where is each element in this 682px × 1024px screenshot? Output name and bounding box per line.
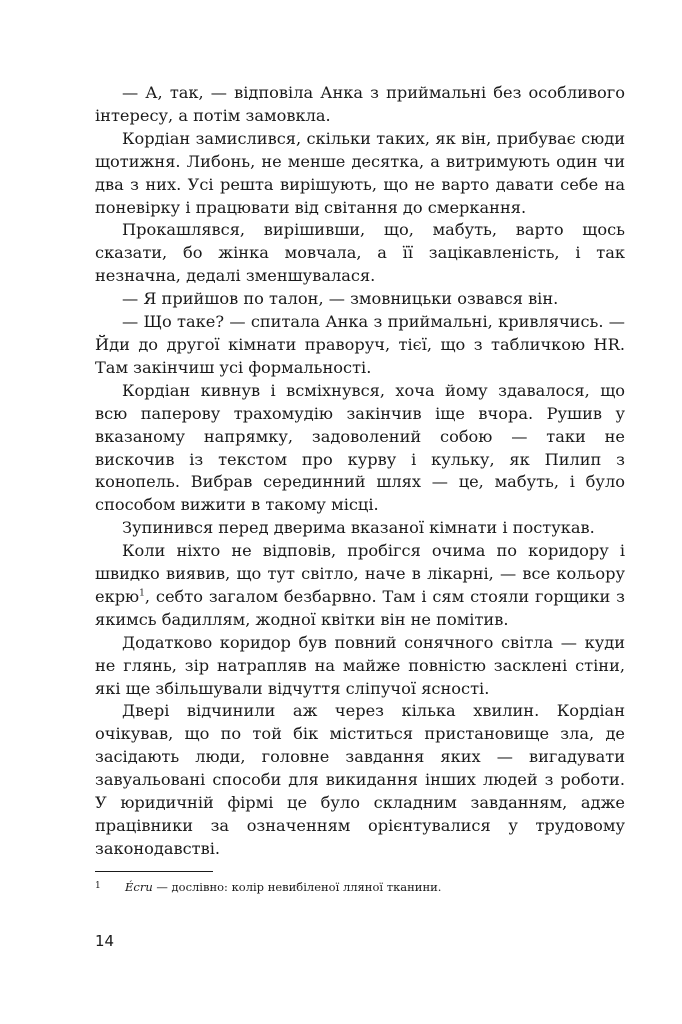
paragraph-8-text-after: , себто загалом безбарвно. Там і сям стояли горщики з якимсь бадиллям, жодної квітки він не помітив.	[95, 586, 625, 629]
footnote-divider	[95, 871, 213, 872]
page-number: 14	[95, 932, 115, 950]
footnote-term: Écru	[125, 880, 153, 894]
body-text	[95, 82, 625, 861]
paragraph-6: Кордіан кивнув і всміхнувся, хоча йому здавалося, що всю паперову трахомудію закінчив іще вчора. Рушив у вказаному напрямку, задоволений собою — таки не вискочив із текстом про курву і кульку, як Пилип з конопель. Вибрав серединний шлях — це, мабуть, і було способом вижити в такому місці.	[95, 380, 625, 515]
footnote-marker: 1	[139, 588, 145, 599]
paragraph-9: Додатково коридор був повний сонячного світла — куди не глянь, зір натрапляв на майже повністю засклені стіни, які ще збільшували відчуття сліпучої ясності.	[95, 632, 625, 698]
paragraph-5: — Що таке? — спитала Анка з приймальні, кривлячись. — Йди до другої кімнати праворуч, тієї, що з табличкою HR. Там закінчиш усі формальності.	[95, 312, 625, 377]
paragraph-8	[95, 540, 625, 632]
paragraph-4: — Я прийшов по талон, — змовницьки озвався він.	[122, 289, 559, 309]
paragraph-8-text-before: Коли ніхто не відповів, пробігся очима по коридору і швидко виявив, що тут світло, наче в лікарні, — все кольору екрю	[95, 541, 625, 606]
paragraph-7: Зупинився перед дверима вказаної кімнати і постукав.	[122, 518, 595, 538]
footnote	[95, 878, 625, 895]
paragraph-1: — А, так, — відповіла Анка з приймальні без особливого інтересу, а потім замовкла.	[95, 83, 625, 125]
paragraph-2: Кордіан замислився, скільки таких, як він, прибуває сюди щотижня. Либонь, не менше десятка, а витримують один чи два з них. Усі решта вирішують, що не варто давати себе на поневірку і працювати від світання до смеркання.	[95, 128, 625, 217]
footnote-number: 1	[95, 881, 101, 891]
paragraph-10: Двері відчинили аж через кілька хвилин. Кордіан очікував, що по той бік міститься пристановище зла, де засідають люди, головне завдання яких — вигадувати завуальовані способи для викидання інших людей з роботи. У юридичній фірмі це було складним завданням, адже працівники за означенням орієнтувалися у трудовому законодавстві.	[95, 701, 625, 858]
paragraph-3: Прокашлявся, вирішивши, що, мабуть, варто щось сказати, бо жінка мовчала, а її зацікавленість, і так незначна, дедалі зменшувалася.	[95, 220, 625, 286]
footnote-text: — дослівно: колір невибіленої лляної тканини.	[152, 880, 442, 894]
